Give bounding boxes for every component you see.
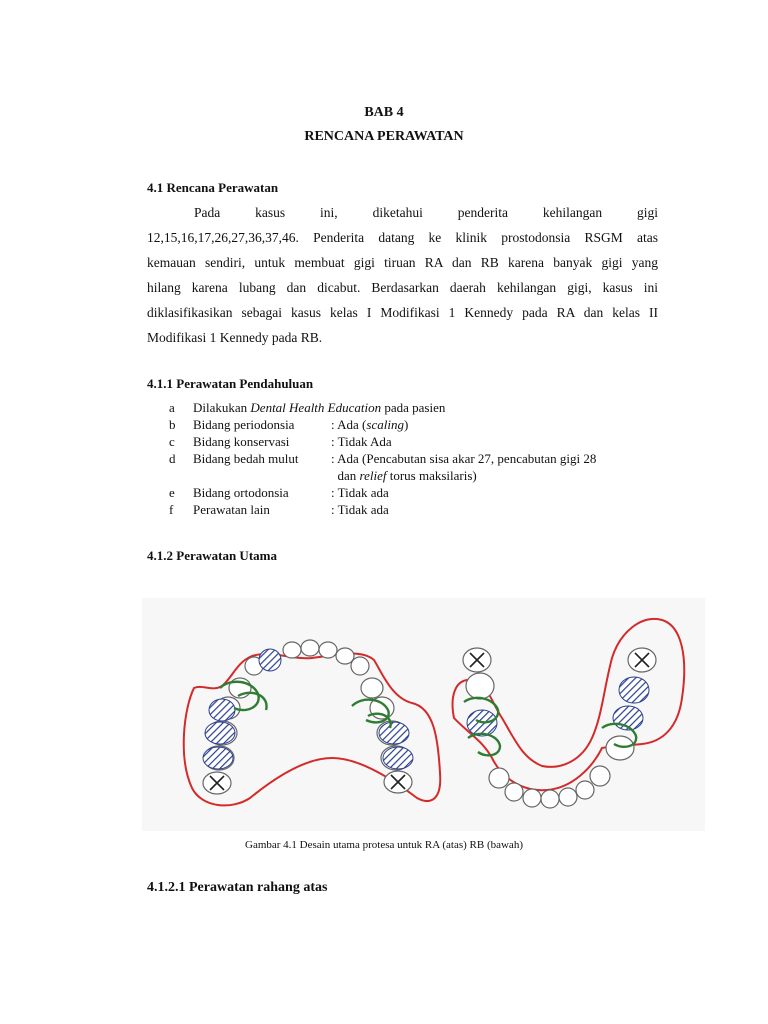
missing-tooth-hatch bbox=[379, 722, 409, 744]
paragraph-line: Pada kasus ini, diketahui penderita kehilangan gigi bbox=[194, 205, 658, 220]
missing-tooth-hatch bbox=[203, 747, 233, 769]
list-value: : Ada (scaling) bbox=[331, 417, 409, 432]
lower-jaw-drawing bbox=[453, 619, 685, 808]
tooth-lower-incisor bbox=[559, 788, 577, 806]
paragraph-line: 12,15,16,17,26,27,36,37,46. Penderita datang ke klinik prostodonsia RSGM atas bbox=[147, 230, 658, 245]
missing-tooth-hatch bbox=[209, 699, 235, 721]
missing-tooth-hatch bbox=[619, 677, 649, 703]
tooth-upper-incisor bbox=[319, 642, 337, 658]
tooth-lower-canine bbox=[505, 783, 523, 801]
lower-extracted-marks bbox=[470, 653, 649, 667]
list-label: Bidang konservasi bbox=[193, 434, 290, 449]
chapter-number: BAB 4 bbox=[364, 105, 404, 120]
missing-tooth-hatch bbox=[383, 747, 413, 769]
lower-base-outline bbox=[453, 619, 685, 790]
list-marker: a bbox=[169, 400, 175, 415]
missing-tooth-hatch bbox=[259, 649, 281, 671]
tooth-upper-premolar bbox=[361, 678, 383, 698]
tooth-upper-incisor bbox=[283, 642, 301, 658]
tooth-upper-canine bbox=[351, 657, 369, 675]
list-marker: b bbox=[169, 417, 176, 432]
tooth-lower-molar bbox=[466, 673, 494, 699]
list-value: : Ada (Pencabutan sisa akar 27, pencabutan gigi 28 dan relief torus maksilaris) bbox=[331, 451, 597, 483]
list-label: Bidang bedah mulut bbox=[193, 451, 299, 466]
list-marker: e bbox=[169, 485, 175, 500]
tooth-upper-incisor bbox=[336, 648, 354, 664]
clasp bbox=[468, 734, 500, 756]
chapter-title: RENCANA PERAWATAN bbox=[304, 129, 464, 144]
paragraph-line: hilang karena lubang dan dicabut. Berdasarkan daerah kehilangan gigi, kasus ini bbox=[147, 280, 658, 295]
section-heading-4-1-1: 4.1.1 Perawatan Pendahuluan bbox=[147, 376, 314, 391]
tooth-lower-incisor bbox=[523, 789, 541, 807]
tooth-upper-incisor bbox=[301, 640, 319, 656]
tooth-lower-molar bbox=[606, 736, 634, 760]
list-value: : Tidak ada bbox=[331, 485, 389, 500]
list-value: : Tidak ada bbox=[331, 502, 389, 517]
paragraph-rencana-perawatan bbox=[147, 200, 658, 350]
list-label: Bidang ortodonsia bbox=[193, 485, 289, 500]
tooth-lower-canine bbox=[576, 781, 594, 799]
figure-caption: Gambar 4.1 Desain utama protesa untuk RA (atas) RB (bawah) bbox=[245, 839, 523, 851]
paragraph-line: kemauan sendiri, untuk membuat gigi tiruan RA dan RB karena banyak gigi yang bbox=[147, 255, 658, 270]
upper-teeth bbox=[203, 640, 412, 794]
list-value: : Tidak Ada bbox=[331, 434, 392, 449]
section-heading-4-1-2: 4.1.2 Perawatan Utama bbox=[147, 548, 277, 563]
list-label: Perawatan lain bbox=[193, 502, 270, 517]
section-heading-4-1: 4.1 Rencana Perawatan bbox=[147, 180, 279, 195]
list-label: Bidang periodonsia bbox=[193, 417, 295, 432]
upper-jaw-drawing bbox=[184, 640, 440, 805]
denture-design-figure bbox=[142, 598, 705, 831]
tooth-lower-incisor bbox=[541, 790, 559, 808]
section-heading-4-1-2-1: 4.1.2.1 Perawatan rahang atas bbox=[147, 880, 328, 895]
list-marker: f bbox=[169, 502, 174, 517]
missing-tooth-hatch bbox=[205, 722, 235, 744]
paragraph-line: diklasifikasikan sebagai kasus kelas I Modifikasi 1 Kennedy pada RA dan kelas II bbox=[147, 305, 658, 320]
list-marker: d bbox=[169, 451, 176, 466]
dental-arch-diagram bbox=[142, 598, 705, 831]
tooth-lower-premolar bbox=[590, 766, 610, 786]
tooth-lower-premolar bbox=[489, 768, 509, 788]
list-text: Dilakukan Dental Health Education pada pasien bbox=[193, 400, 446, 415]
list-marker: c bbox=[169, 434, 175, 449]
paragraph-line: Modifikasi 1 Kennedy pada RB. bbox=[147, 330, 323, 345]
upper-extracted-marks bbox=[210, 775, 405, 790]
